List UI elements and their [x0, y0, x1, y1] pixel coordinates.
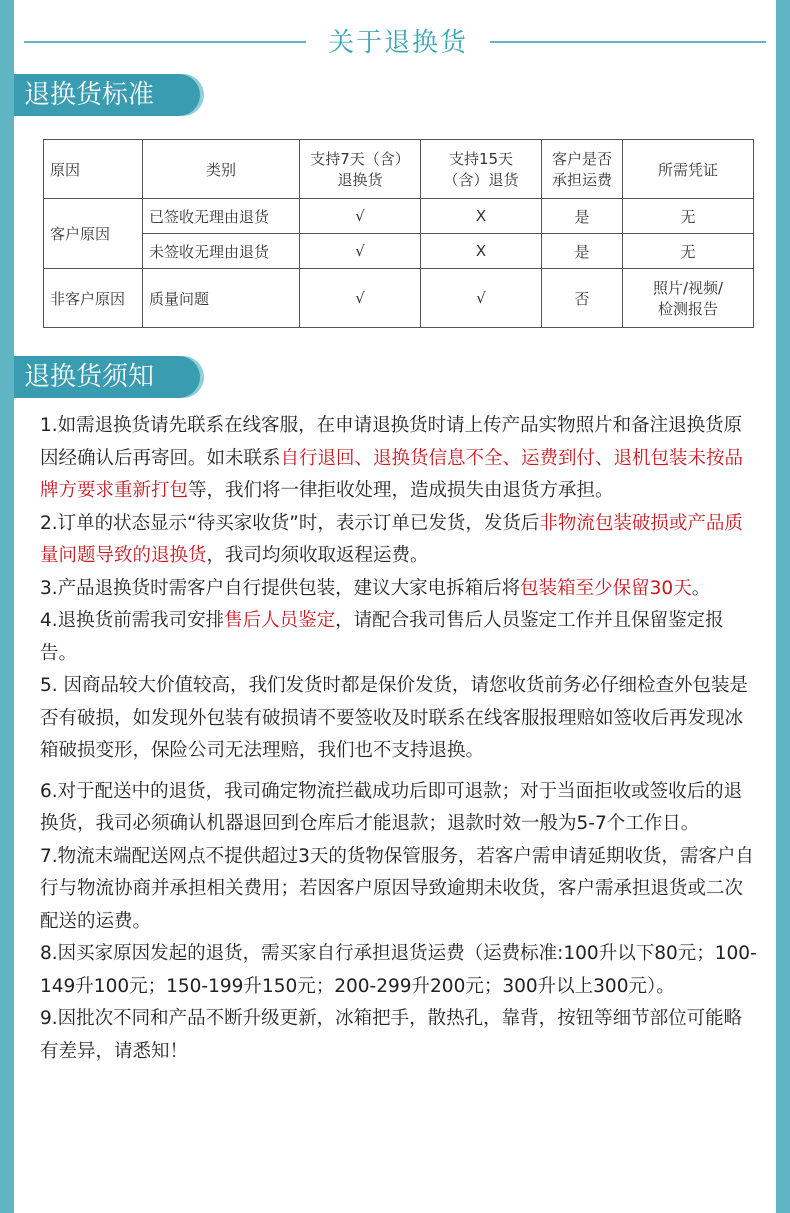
header-divider-left — [24, 41, 306, 43]
support-7day-cell: √ — [300, 199, 421, 234]
table-row — [44, 199, 754, 234]
freight-cell: 是 — [542, 199, 623, 234]
reason-cell: 非客户原因 — [44, 269, 143, 328]
notice-item-7: 7.物流末端配送网点不提供超过3天的货物保管服务，若客户需申请延期收货，需客户自行与物流协商并承担相关费用；若因客户原因导致逾期未收货，客户需承担退货或二次配送的运费。 — [40, 845, 754, 932]
table-header-row — [44, 140, 754, 199]
table-header-cell: 支持7天（含） 退换货 — [300, 140, 421, 199]
freight-cell: 否 — [542, 269, 623, 328]
return-standard-table — [43, 139, 754, 328]
proof-cell: 照片/视频/ 检测报告 — [623, 269, 754, 328]
page-title: 关于退换货 — [327, 28, 468, 58]
freight-cell: 是 — [542, 234, 623, 269]
page-header — [0, 18, 790, 68]
highlight-text: 售后人员鉴定 — [224, 610, 336, 631]
support-15day-cell: X — [421, 199, 542, 234]
category-cell: 未签收无理由退货 — [143, 234, 300, 269]
section-title-notice: 退换货须知 — [14, 356, 200, 398]
support-7day-cell: √ — [300, 234, 421, 269]
table-header-cell: 原因 — [44, 140, 143, 199]
notice-item-6: 6.对于配送中的退货，我司确定物流拦截成功后即可退款；对于当面拒收或签收后的退换货，我司必须确认机器退回到仓库后才能退款；退款时效一般为5-7个工作日。 — [40, 780, 743, 834]
support-7day-cell: √ — [300, 269, 421, 328]
notice-item-5: 5. 因商品较大价值较高，我们发货时都是保价发货，请您收货前务必仔细检查外包装是否有破损，如发现外包装有破损请不要签收及时联系在线客服报理赔如签收后再发现冰箱破损变形，保险公司无法理赔，我们也不支持退换。 — [40, 675, 749, 761]
table-header-cell: 所需凭证 — [623, 140, 754, 199]
notice-item-1: 1.如需退换货请先联系在线客服，在申请退换货时请上传产品实物照片和备注退换货原因经确认后再寄回。如未联系自行退回、退换货信息不全、运费到付、退机包装未按品牌方要求重新打包等，我们将一律拒收处理，造成损失由退货方承担。 — [40, 415, 744, 501]
support-15day-cell: √ — [421, 269, 542, 328]
table-header-cell: 支持15天 （含）退货 — [421, 140, 542, 199]
proof-cell: 无 — [623, 199, 754, 234]
table-header-cell: 客户是否 承担运费 — [542, 140, 623, 199]
header-divider-right — [490, 41, 766, 43]
section-title-standard: 退换货标准 — [14, 74, 200, 116]
table-row — [44, 234, 754, 269]
category-cell: 质量问题 — [143, 269, 300, 328]
notice-item-2: 2.订单的状态显示“待买家收货”时，表示订单已发货，发货后非物流包装破损或产品质量问题导致的退换货，我司均须收取返程运费。 — [40, 512, 743, 566]
proof-cell: 无 — [623, 234, 754, 269]
support-15day-cell: X — [421, 234, 542, 269]
notice-item-3: 3.产品退换货时需客户自行提供包装，建议大家电拆箱后将包装箱至少保留30天。 — [40, 577, 711, 599]
notice-item-9: 9.因批次不同和产品不断升级更新，冰箱把手，散热孔，靠背，按钮等细节部位可能略有差异，请悉知！ — [40, 1008, 743, 1062]
table-row — [44, 269, 754, 328]
category-cell: 已签收无理由退货 — [143, 199, 300, 234]
table-header-cell: 类别 — [143, 140, 300, 199]
reason-cell: 客户原因 — [44, 199, 143, 269]
notice-list — [40, 410, 758, 1068]
highlight-text: 非物流包装破损或产品质量问题导致的退换货 — [40, 512, 743, 566]
notice-item-8: 8.因买家原因发起的退货，需买家自行承担退货运费（运费标准:100升以下80元；100-149升100元；150-199升150元；200-299升200元；300升以上300元）。 — [40, 943, 757, 997]
highlight-text: 自行退回、退换货信息不全、运费到付、退机包装未按品牌方要求重新打包 — [40, 447, 744, 501]
notice-item-4: 4.退换货前需我司安排售后人员鉴定，请配合我司售后人员鉴定工作并且保留鉴定报告。 — [40, 610, 724, 664]
highlight-text: 包装箱至少保留30天 — [520, 577, 692, 599]
